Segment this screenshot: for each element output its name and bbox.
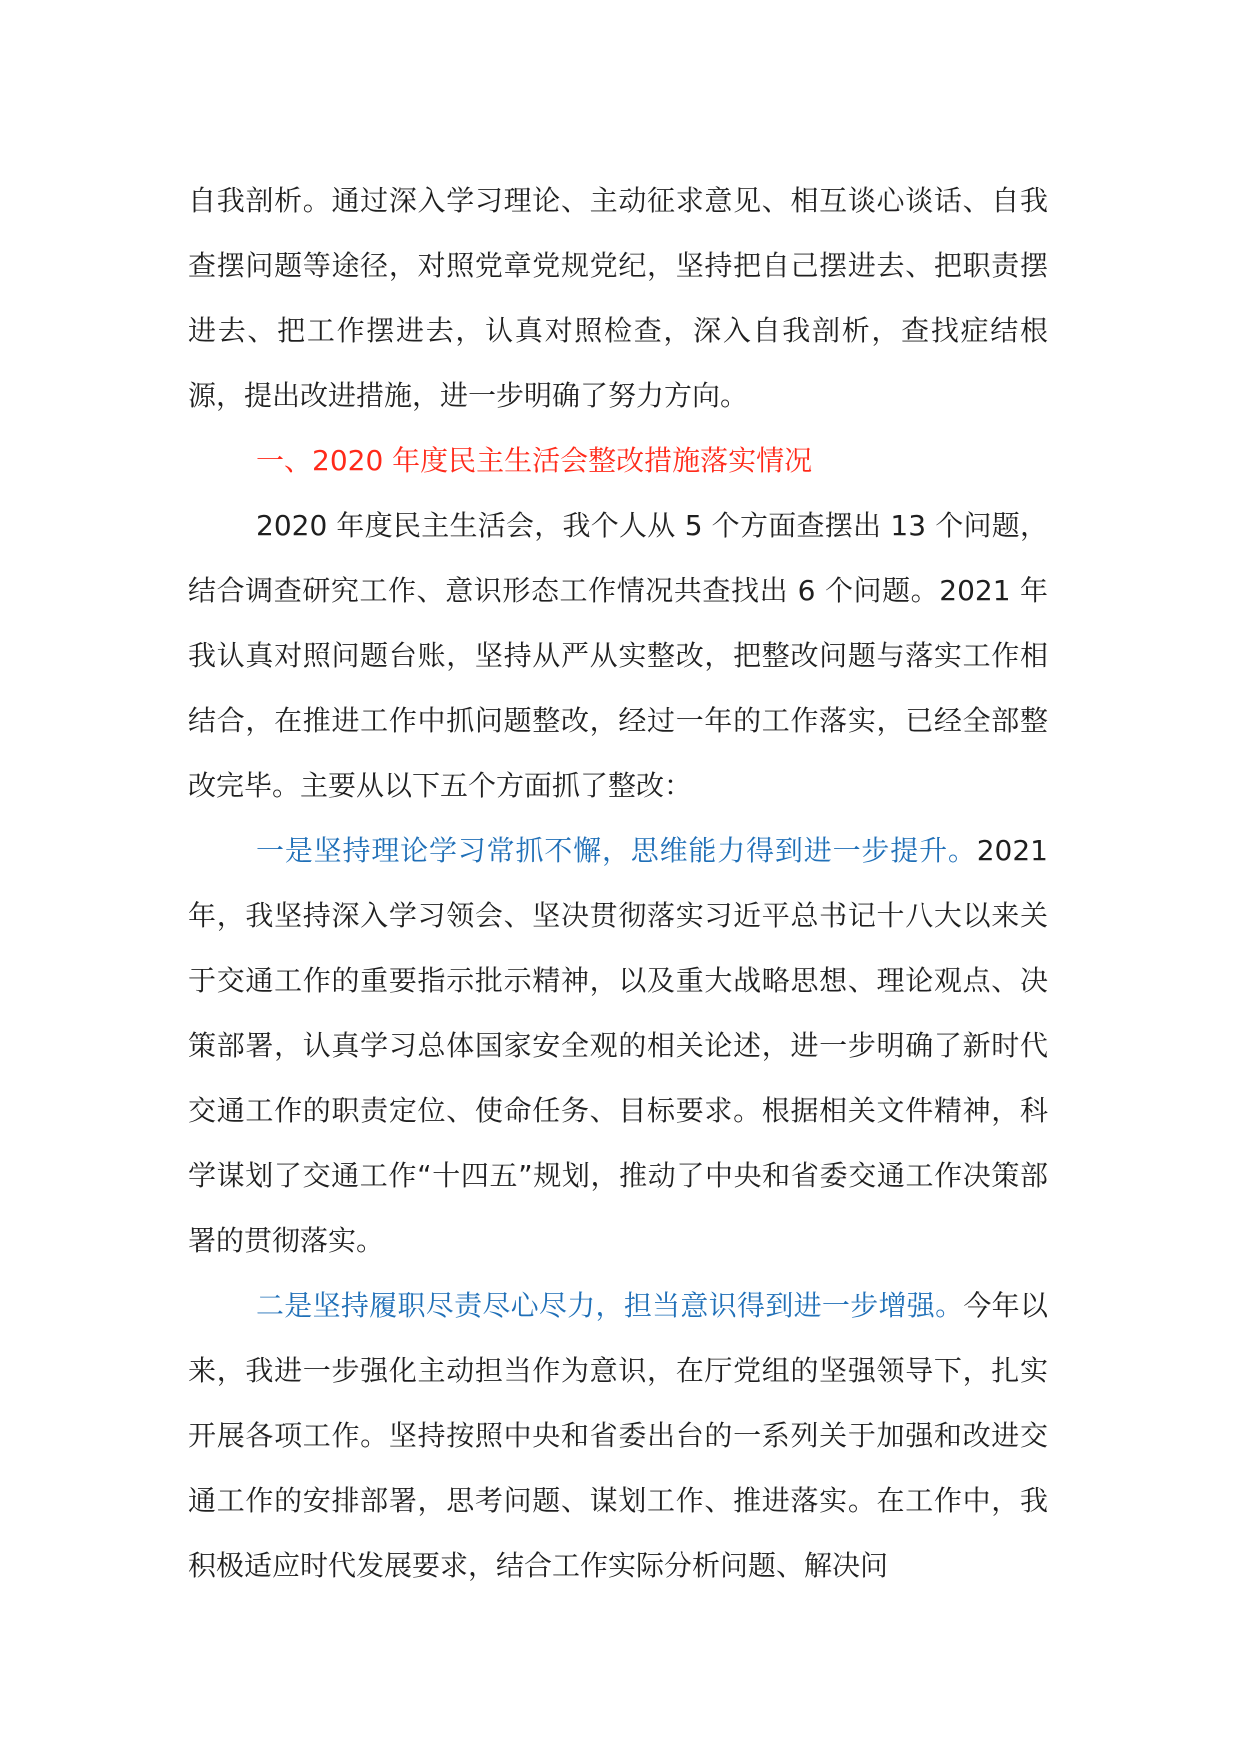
item-1-heading: 一是坚持理论学习常抓不懈，思维能力得到进一步提升。: [256, 834, 977, 867]
item-2-heading: 二是坚持履职尽责尽心尽力，担当意识得到进一步增强。: [256, 1289, 964, 1322]
item-1-paragraph: [188, 818, 1048, 1273]
intro-paragraph: 自我剖析。通过深入学习理论、主动征求意见、相互谈心谈话、自我查摆问题等途径，对照党章党规党纪，坚持把自己摆进去、把职责摆进去、把工作摆进去，认真对照检查，深入自我剖析，查找症结根源，提出改进措施，进一步明确了努力方向。: [188, 184, 1048, 412]
document-body: [188, 168, 1048, 1598]
item-2-body: 今年以来，我进一步强化主动担当作为意识，在厅党组的坚强领导下，扎实开展各项工作。坚持按照中央和省委出台的一系列关于加强和改进交通工作的安排部署，思考问题、谋划工作、推进落实。在工作中，我积极适应时代发展要求，结合工作实际分析问题、解决问: [188, 1289, 1048, 1582]
section-heading: 一、2020 年度民主生活会整改措施落实情况: [256, 444, 813, 477]
item-2-paragraph: [188, 1273, 1048, 1598]
summary-paragraph: 2020 年度民主生活会，我个人从 5 个方面查摆出 13 个问题，结合调查研究工作、意识形态工作情况共查找出 6 个问题。2021 年我认真对照问题台账，坚持从严从实整改，把整改问题与落实工作相结合，在推进工作中抓问题整改，经过一年的工作落实，已经全部整改完毕。主要从以下五个方面抓了整改：: [188, 509, 1048, 802]
item-1-body: 2021 年，我坚持深入学习领会、坚决贯彻落实习近平总书记十八大以来关于交通工作的重要指示批示精神，以及重大战略思想、理论观点、决策部署，认真学习总体国家安全观的相关论述，进一步明确了新时代交通工作的职责定位、使命任务、目标要求。根据相关文件精神，科学谋划了交通工作“十四五”规划，推动了中央和省委交通工作决策部署的贯彻落实。: [188, 834, 1048, 1257]
